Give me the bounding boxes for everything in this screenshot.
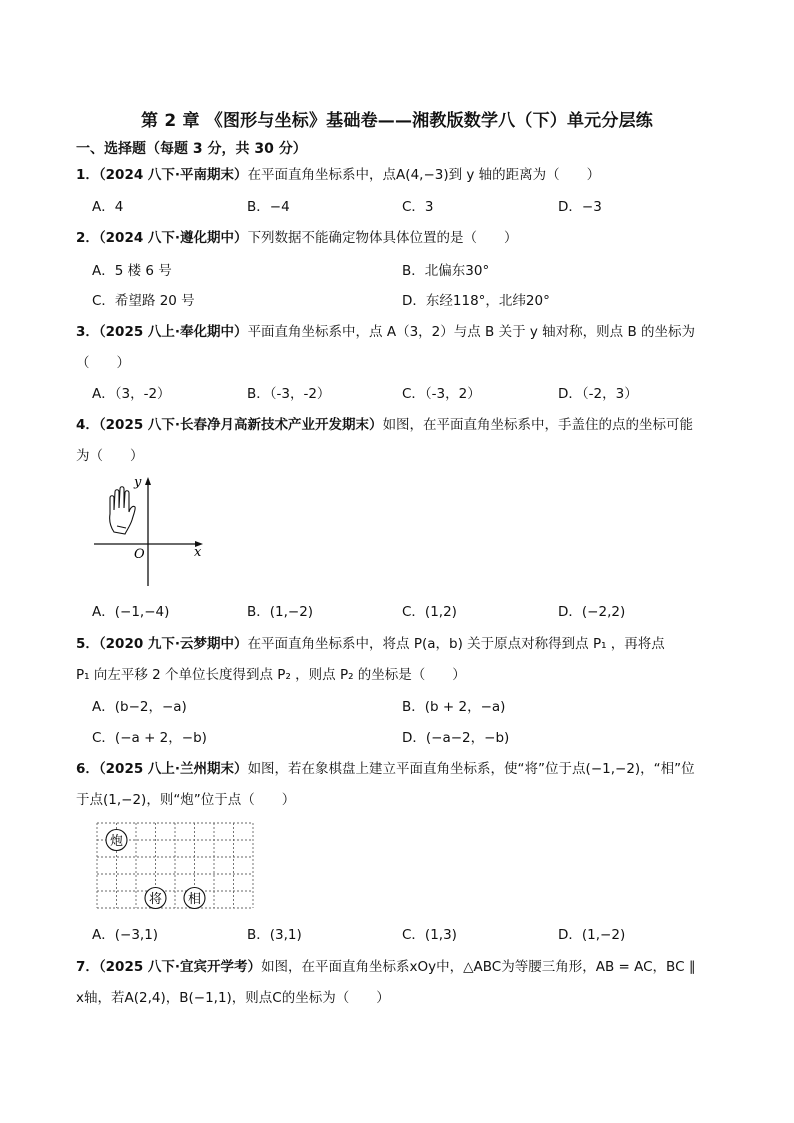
question-text-continued: 为（ ） [76,448,144,464]
question-source: （2020 九下·云梦期中） [98,636,248,652]
question-text: 在平面直角坐标系中，将点 P(a，b) 关于原点对称得到点 P₁ ，再将点 [247,636,665,652]
question-number: 7． [76,959,99,975]
option-c: C．3 [402,199,434,215]
option-c: C．希望路 20 号 [92,293,195,309]
y-axis-label: y [134,475,142,490]
question-source: （2024 八下·平南期末） [98,167,248,183]
question-text-continued: P₁ 向左平移 2 个单位长度得到点 P₂ ，则点 P₂ 的坐标是（ ） [76,667,466,683]
question-2 [76,229,518,247]
question-6 [76,760,695,778]
question-text: 如图，在平面直角坐标系中，手盖住的点的坐标可能 [382,417,694,433]
option-a: A．4 [92,199,124,215]
question-number: 5． [76,636,99,652]
question-text: 平面直角坐标系中，点 A（3，2）与点 B 关于 y 轴对称，则点 B 的坐标为 [247,324,696,340]
option-a: A．(b−2，−a) [92,699,187,715]
question-text-continued: 于点(1,−2)，则“炮”位于点（ ） [76,792,296,808]
y-axis-arrow [145,477,151,485]
option-a: A．(−3,1) [92,927,159,943]
option-c: C．(1,3) [402,927,457,943]
question-7 [76,958,696,976]
option-d: D．(1,−2) [558,927,626,943]
option-a: A．5 楼 6 号 [92,263,172,279]
question-number: 1． [76,167,99,183]
option-d: D．东经118°，北纬20° [402,293,550,309]
question-1 [76,166,600,184]
piece-pao [106,830,127,851]
question-number: 2． [76,230,99,246]
hand-icon [110,487,136,534]
option-c: C．(−a + 2，−b) [92,730,207,746]
page-title: 第 2 章 《图形与坐标》基础卷——湘教版数学八（下）单元分层练 [141,111,653,131]
question-source: （2025 八下·长春净月高新技术产业开发期末） [98,417,383,433]
question-number: 3． [76,324,99,340]
option-b: B．(b + 2，−a) [402,699,506,715]
question-source: （2025 八上·兰州期末） [98,761,248,777]
option-b: B．北偏东30° [402,263,490,279]
option-d: D．−3 [558,199,602,215]
question-text: 下列数据不能确定物体具体位置的是（ ） [247,230,518,246]
option-a: A．(−1,−4) [92,604,170,620]
option-c: C．(1,2) [402,604,457,620]
coordinate-axes-figure [90,474,215,590]
option-b: B．−4 [247,199,290,215]
piece-xiang [184,888,205,909]
option-c: C．（-3，2） [402,386,481,402]
option-b: B．(1,−2) [247,604,314,620]
section-heading: 一、选择题（每题 3 分，共 30 分） [76,141,307,157]
question-4 [76,416,693,434]
question-source: （2025 八下·宜宾开学考） [98,959,262,975]
option-b: B．（-3，-2） [247,386,331,402]
origin-label: O [134,547,145,562]
question-text: 如图，若在象棋盘上建立平面直角坐标系，使“将”位于点(−1,−2)，“相”位 [247,761,695,777]
option-d: D．(−a−2，−b) [402,730,510,746]
question-source: （2024 八下·遵化期中） [98,230,248,246]
option-d: D．（-2，3） [558,386,638,402]
option-a: A．（3，-2） [92,386,171,402]
question-text-continued: x轴，若A(2,4)，B(−1,1)，则点C的坐标为（ ） [76,990,390,1006]
question-number: 4． [76,417,99,433]
option-b: B．(3,1) [247,927,302,943]
question-3 [76,323,695,341]
question-source: （2025 八上·奉化期中） [98,324,248,340]
option-d: D．(−2,2) [558,604,626,620]
question-text-continued: （ ） [76,355,130,371]
chessboard-figure [94,820,256,916]
question-number: 6． [76,761,99,777]
x-axis-label: x [194,545,202,560]
piece-label: 炮 [109,834,124,849]
piece-jiang [145,888,166,909]
question-text: 如图，在平面直角坐标系xOy中，△ABC为等腰三角形，AB = AC，BC ∥ [261,959,696,975]
piece-label: 将 [148,892,163,907]
piece-label: 相 [187,892,202,907]
question-text: 在平面直角坐标系中，点A(4,−3)到 y 轴的距离为（ ） [247,167,601,183]
question-5 [76,635,665,653]
